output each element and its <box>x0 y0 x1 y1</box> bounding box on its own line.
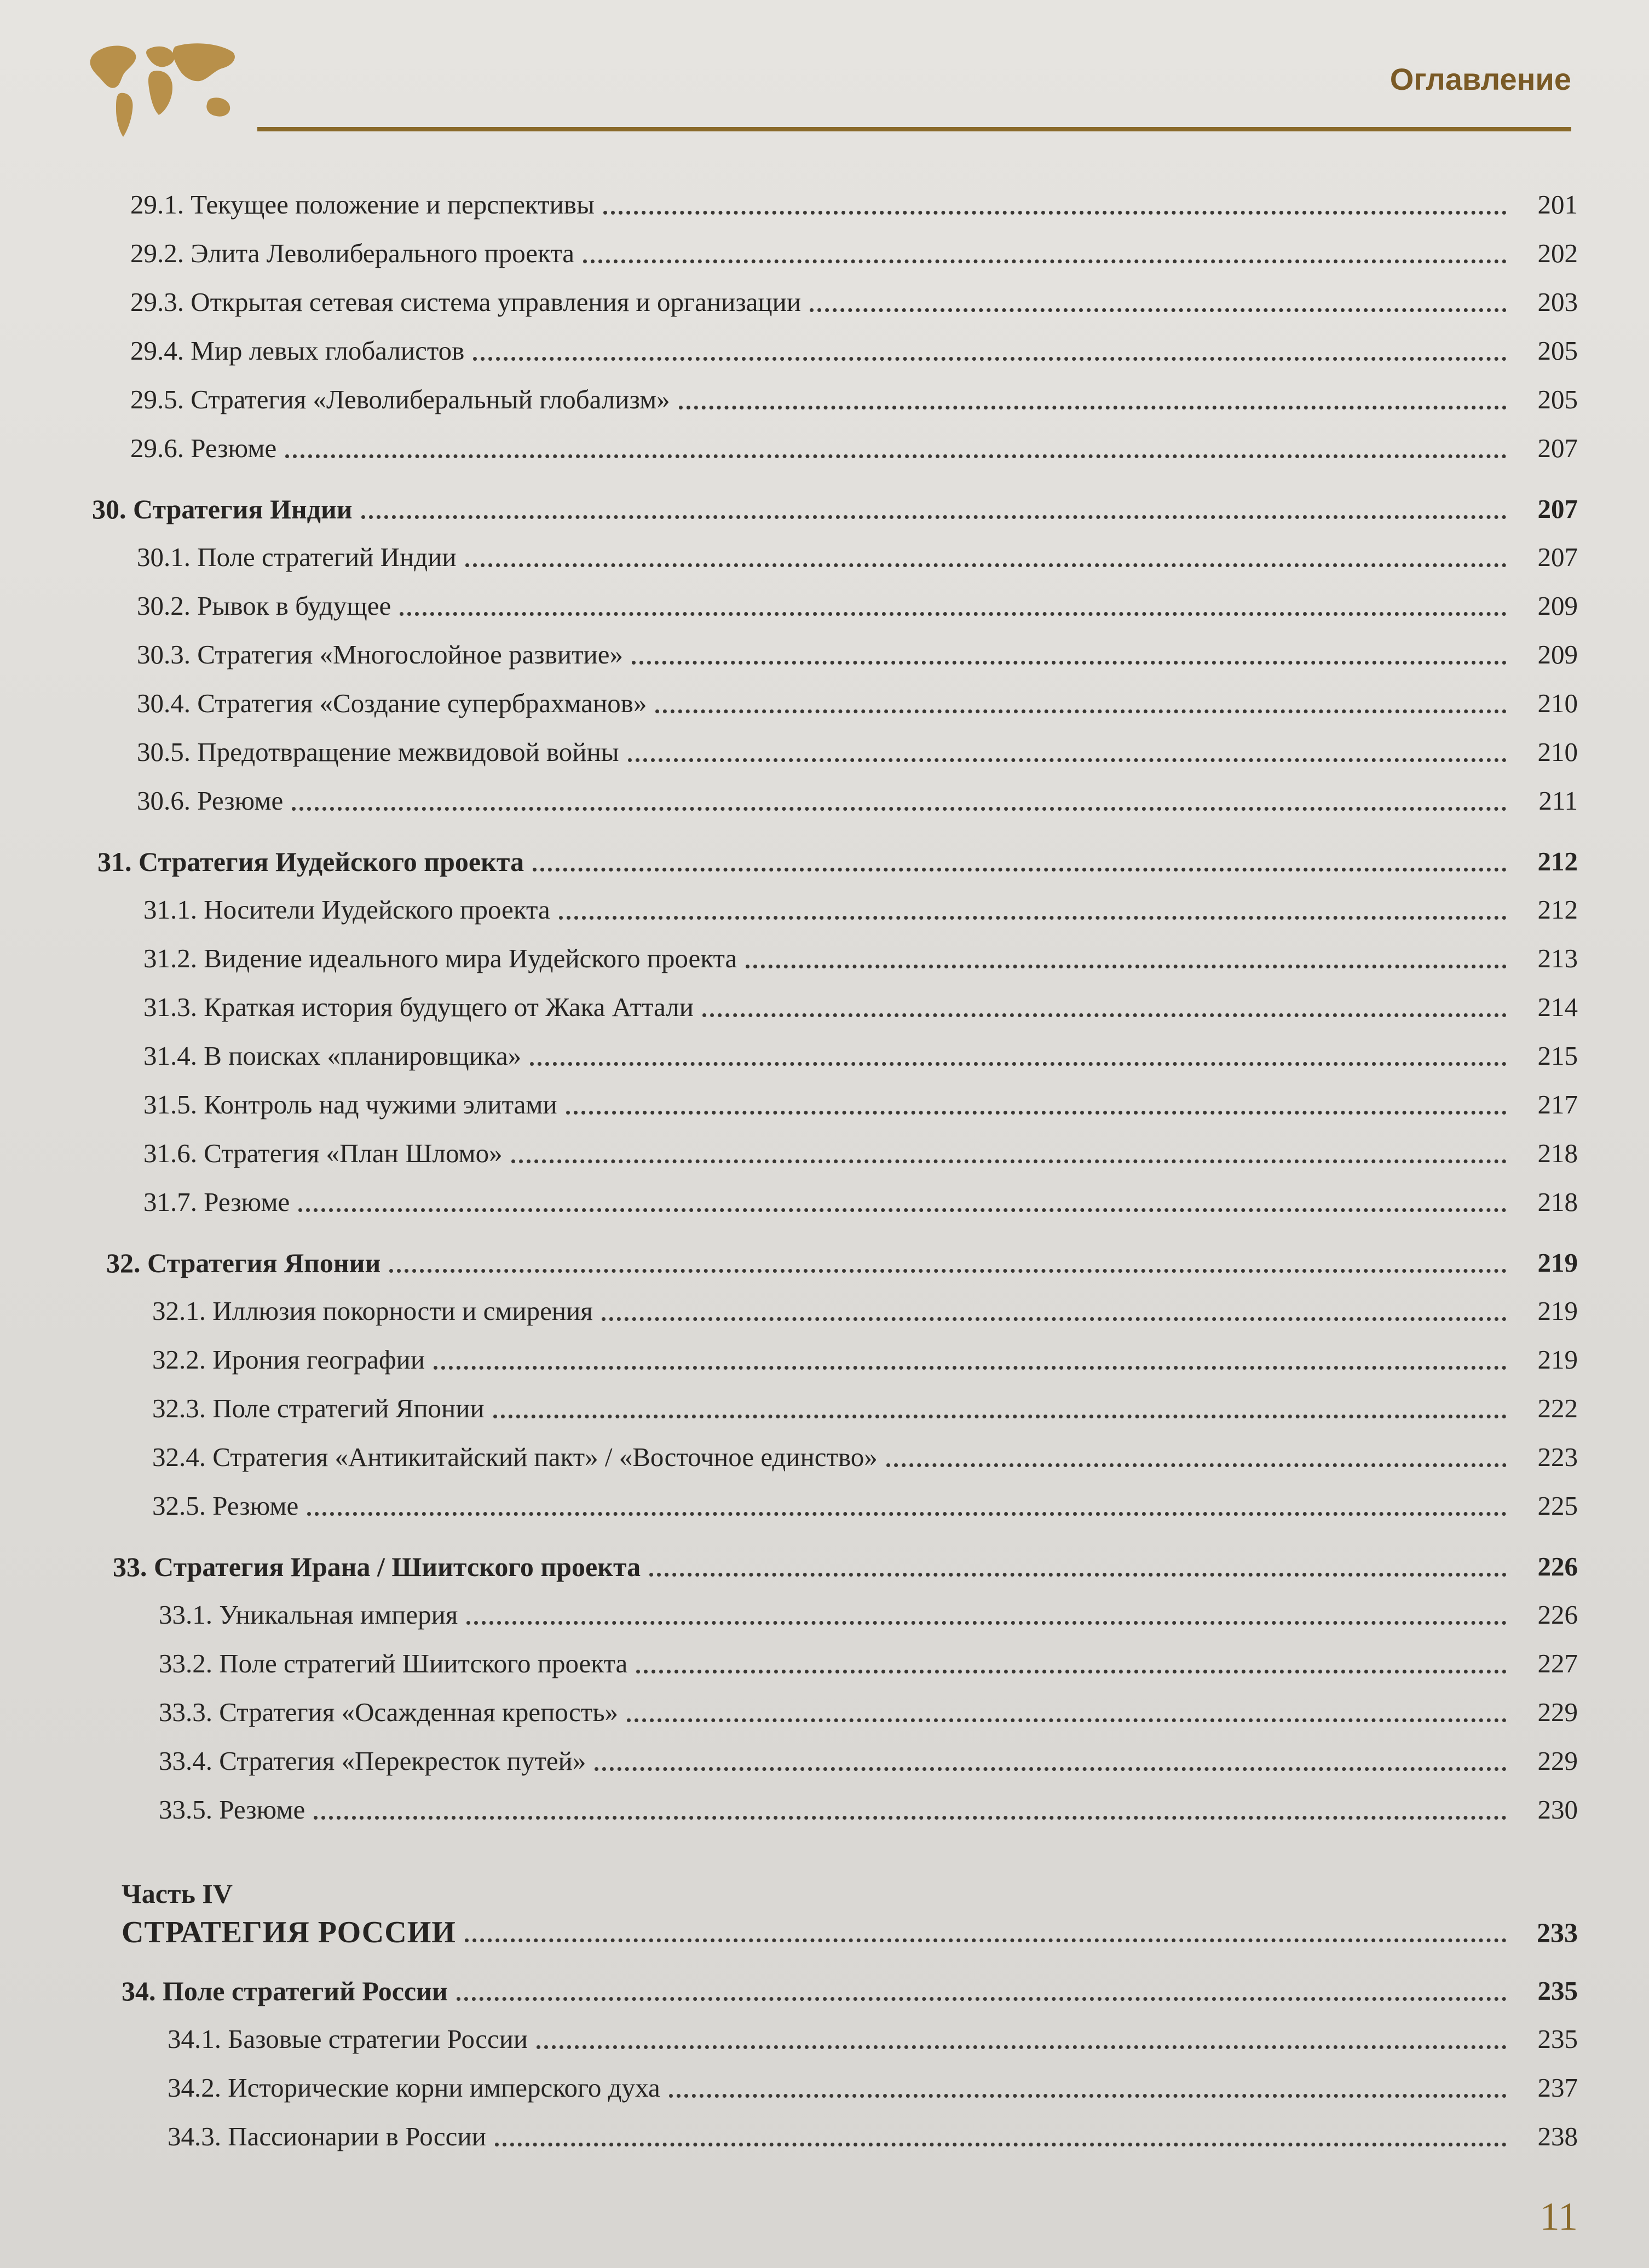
toc-entry[interactable]: 31.7. Резюме 218 <box>143 1187 1578 1217</box>
toc-entry[interactable]: 32.5. Резюме 225 <box>152 1491 1578 1521</box>
dot-leader <box>886 1462 1507 1467</box>
dot-leader <box>655 708 1507 713</box>
toc-chapter[interactable]: 34. Поле стратегий России 235 <box>122 1976 1578 2006</box>
dot-leader <box>810 307 1507 312</box>
dot-leader <box>566 1110 1507 1115</box>
dot-leader <box>400 611 1507 616</box>
dot-leader <box>702 1012 1507 1017</box>
toc-entry[interactable]: 32.3. Поле стратегий Японии 222 <box>152 1393 1578 1423</box>
dot-leader <box>495 2142 1507 2146</box>
toc-chapter[interactable]: 33. Стратегия Ирана / Шиитского проекта 226 <box>113 1551 1578 1582</box>
dot-leader <box>595 1766 1507 1771</box>
part-label: Часть IV <box>122 1878 233 1909</box>
toc-entry[interactable]: 30.1. Поле стратегий Индии 207 <box>137 542 1578 572</box>
dot-leader <box>669 2093 1507 2098</box>
toc-entry[interactable]: 33.2. Поле стратегий Шиитского проекта 227 <box>159 1648 1578 1678</box>
toc-entry[interactable]: 33.5. Резюме 230 <box>159 1794 1578 1825</box>
dot-leader <box>632 660 1507 665</box>
dot-leader <box>583 258 1507 263</box>
toc-entry[interactable]: 29.2. Элита Леволиберального проекта 202 <box>130 238 1578 268</box>
dot-leader <box>559 915 1507 920</box>
toc-entry[interactable]: 31.1. Носители Иудейского проекта 212 <box>143 894 1578 925</box>
toc-chapter[interactable]: 32. Стратегия Японии 219 <box>106 1248 1578 1278</box>
dot-leader <box>457 1996 1507 2001</box>
toc-entry[interactable]: 29.4. Мир левых глобалистов 205 <box>130 336 1578 366</box>
toc-entry[interactable]: 29.3. Открытая сетевая система управления и организации 203 <box>130 287 1578 317</box>
toc-entry[interactable]: 33.1. Уникальная империя 226 <box>159 1600 1578 1630</box>
toc-entry[interactable]: 34.3. Пассионарии в России 238 <box>168 2121 1578 2151</box>
toc-entry[interactable]: 32.1. Иллюзия покорности и смирения 219 <box>152 1296 1578 1326</box>
toc-entry[interactable]: 32.2. Ирония географии 219 <box>152 1344 1578 1375</box>
dot-leader <box>602 1316 1507 1321</box>
toc-entry[interactable]: 33.4. Стратегия «Перекресток путей» 229 <box>159 1746 1578 1776</box>
toc-entry[interactable]: 30.5. Предотвращение межвидовой войны 210 <box>137 737 1578 767</box>
dot-leader <box>636 1669 1507 1673</box>
dot-leader <box>298 1207 1507 1212</box>
toc-entry[interactable]: 29.5. Стратегия «Леволиберальный глобализм» 205 <box>130 384 1578 414</box>
toc-part[interactable]: СТРАТЕГИЯ РОССИИ 233 <box>122 1915 1578 1949</box>
dot-leader <box>307 1511 1507 1516</box>
toc-entry[interactable]: 31.4. В поисках «планировщика» 215 <box>143 1041 1578 1071</box>
page-number: 11 <box>1540 2195 1578 2238</box>
toc-entry[interactable]: 34.1. Базовые стратегии России 235 <box>168 2024 1578 2054</box>
toc-entry[interactable]: 30.4. Стратегия «Создание супербрахманов» 210 <box>137 688 1578 718</box>
toc-entry[interactable]: 32.4. Стратегия «Антикитайский пакт» / «Восточное единство» 223 <box>152 1442 1578 1472</box>
dot-leader <box>533 867 1507 872</box>
dot-leader <box>628 757 1507 762</box>
toc-entry[interactable]: 30.3. Стратегия «Многослойное развитие» 209 <box>137 639 1578 670</box>
dot-leader <box>649 1572 1507 1577</box>
dot-leader <box>473 356 1507 361</box>
dot-leader <box>537 2044 1507 2049</box>
toc-entry[interactable]: 29.1. Текущее положение и перспективы 201 <box>130 189 1578 220</box>
toc-entry[interactable]: 31.3. Краткая история будущего от Жака Аттали 214 <box>143 992 1578 1022</box>
dot-leader <box>746 963 1507 968</box>
dot-leader <box>361 514 1507 519</box>
dot-leader <box>493 1413 1507 1418</box>
toc-chapter[interactable]: 30. Стратегия Индии 207 <box>92 494 1578 524</box>
dot-leader <box>627 1717 1507 1722</box>
toc-entry[interactable]: 31.6. Стратегия «План Шломо» 218 <box>143 1138 1578 1168</box>
dot-leader <box>465 1937 1507 1942</box>
dot-leader <box>465 562 1507 567</box>
dot-leader <box>389 1268 1507 1273</box>
toc-entry[interactable]: 33.3. Стратегия «Осажденная крепость» 229 <box>159 1697 1578 1727</box>
toc-entry[interactable]: 31.5. Контроль над чужими элитами 217 <box>143 1089 1578 1119</box>
toc-entry[interactable]: 30.2. Рывок в будущее 209 <box>137 591 1578 621</box>
dot-leader <box>530 1061 1507 1066</box>
dot-leader <box>434 1365 1507 1370</box>
dot-leader <box>511 1158 1507 1163</box>
dot-leader <box>603 210 1507 215</box>
dot-leader <box>314 1815 1507 1820</box>
toc-entry[interactable]: 31.2. Видение идеального мира Иудейского проекта 213 <box>143 943 1578 973</box>
dot-leader <box>679 405 1507 409</box>
running-header-title: Оглавление <box>1389 62 1571 96</box>
toc-entry[interactable]: 29.6. Резюме 207 <box>130 433 1578 463</box>
toc-entry[interactable]: 34.2. Исторические корни имперского духа 237 <box>168 2073 1578 2103</box>
toc-entry[interactable]: 30.6. Резюме 211 <box>137 786 1578 816</box>
toc-chapter[interactable]: 31. Стратегия Иудейского проекта 212 <box>97 846 1578 877</box>
dot-leader <box>466 1620 1507 1625</box>
dot-leader <box>292 806 1507 811</box>
dot-leader <box>285 453 1507 458</box>
